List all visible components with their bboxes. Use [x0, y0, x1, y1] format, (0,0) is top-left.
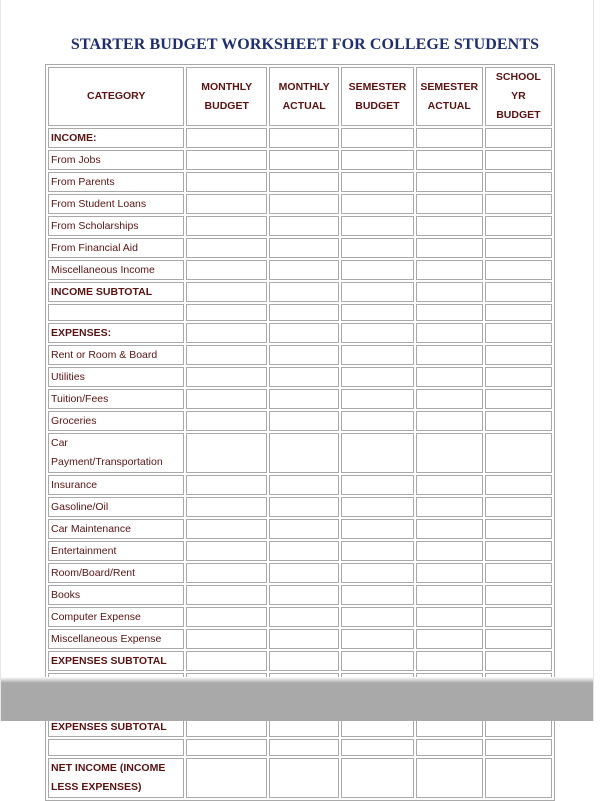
semester-budget-cell[interactable]	[341, 541, 413, 561]
semester-budget-cell[interactable]	[341, 260, 413, 280]
school-yr-budget-cell[interactable]	[485, 739, 552, 756]
header-semester-actual-line2: ACTUAL	[427, 99, 471, 112]
monthly-budget-cell[interactable]	[186, 260, 267, 280]
monthly-actual-cell[interactable]	[269, 216, 339, 236]
semester-actual-cell[interactable]	[416, 739, 483, 756]
semester-actual-cell[interactable]	[416, 260, 483, 280]
semester-budget-cell[interactable]	[341, 216, 413, 236]
table-row	[48, 541, 552, 561]
header-semester-budget-line2: BUDGET	[355, 99, 400, 112]
row-category-label: INCOME:	[48, 128, 184, 148]
table-row	[48, 739, 552, 756]
monthly-actual-cell[interactable]	[269, 497, 339, 517]
monthly-actual-cell[interactable]	[269, 345, 339, 365]
row-category-label: NET INCOME (INCOME LESS EXPENSES)	[48, 758, 184, 798]
semester-actual-cell[interactable]	[416, 563, 483, 583]
school-yr-budget-cell[interactable]	[485, 519, 552, 539]
row-category-label: From Jobs	[48, 150, 184, 170]
monthly-actual-cell[interactable]	[269, 563, 339, 583]
monthly-budget-cell[interactable]	[186, 497, 267, 517]
semester-budget-cell[interactable]	[341, 497, 413, 517]
table-row	[48, 150, 552, 170]
row-category-label: Gasoline/Oil	[48, 497, 184, 517]
monthly-actual-cell[interactable]	[269, 128, 339, 148]
table-row	[48, 323, 552, 343]
semester-actual-cell[interactable]	[416, 282, 483, 302]
header-school-yr-budget-line1: SCHOOL YR	[495, 71, 541, 102]
row-category-label: Miscellaneous Income	[48, 260, 184, 280]
header-school-yr-budget-line2: BUDGET	[496, 109, 541, 121]
monthly-budget-cell[interactable]	[186, 128, 267, 148]
row-category-label: From Parents	[48, 172, 184, 192]
semester-actual-cell[interactable]	[416, 367, 483, 387]
row-category-label: EXPENSES SUBTOTAL	[48, 717, 184, 737]
semester-actual-cell[interactable]	[416, 433, 483, 473]
semester-budget-cell[interactable]	[341, 607, 413, 627]
monthly-budget-cell[interactable]	[186, 323, 267, 343]
header-monthly-budget	[186, 67, 267, 126]
row-category-label: Insurance	[48, 475, 184, 495]
monthly-budget-cell[interactable]	[186, 238, 267, 258]
school-yr-budget-cell[interactable]	[485, 607, 552, 627]
header-semester-actual-line1: SEMESTER	[420, 80, 479, 93]
header-row	[48, 67, 552, 126]
school-yr-budget-cell[interactable]	[485, 585, 552, 605]
page-title: STARTER BUDGET WORKSHEET FOR COLLEGE STUDENTS	[70, 36, 540, 53]
monthly-actual-cell[interactable]	[269, 411, 339, 431]
table-row	[48, 519, 552, 539]
semester-budget-cell[interactable]	[341, 150, 413, 170]
table-row	[48, 629, 552, 649]
table-row	[48, 172, 552, 192]
monthly-budget-cell[interactable]	[186, 651, 267, 671]
monthly-budget-cell[interactable]	[186, 585, 267, 605]
semester-actual-cell[interactable]	[416, 475, 483, 495]
row-category-label: EXPENSES SUBTOTAL	[48, 651, 184, 671]
table-row	[48, 345, 552, 365]
semester-budget-cell[interactable]	[341, 475, 413, 495]
semester-actual-cell[interactable]	[416, 607, 483, 627]
semester-actual-cell[interactable]	[416, 411, 483, 431]
semester-actual-cell[interactable]	[416, 519, 483, 539]
semester-actual-cell[interactable]	[416, 194, 483, 214]
monthly-budget-cell[interactable]	[186, 345, 267, 365]
header-school-yr-budget	[485, 67, 552, 126]
row-category-label: From Financial Aid	[48, 238, 184, 258]
monthly-budget-cell[interactable]	[186, 282, 267, 302]
semester-budget-cell[interactable]	[341, 563, 413, 583]
school-yr-budget-cell[interactable]	[485, 629, 552, 649]
row-category-label: Miscellaneous Expense	[48, 629, 184, 649]
row-category-label: From Student Loans	[48, 194, 184, 214]
monthly-actual-cell[interactable]	[269, 304, 339, 321]
table-row	[48, 128, 552, 148]
school-yr-budget-cell[interactable]	[485, 345, 552, 365]
semester-actual-cell[interactable]	[416, 128, 483, 148]
row-category-label: Car Maintenance	[48, 519, 184, 539]
table-row	[48, 194, 552, 214]
semester-actual-cell[interactable]	[416, 216, 483, 236]
school-yr-budget-cell[interactable]	[485, 150, 552, 170]
monthly-budget-cell[interactable]	[186, 172, 267, 192]
monthly-actual-cell[interactable]	[269, 607, 339, 627]
table-row	[48, 758, 552, 798]
monthly-budget-cell[interactable]	[186, 216, 267, 236]
header-monthly-actual-line1: MONTHLY	[278, 80, 330, 93]
semester-actual-cell[interactable]	[416, 345, 483, 365]
monthly-actual-cell[interactable]	[269, 389, 339, 409]
row-category-label	[48, 304, 184, 321]
row-category-label: Books	[48, 585, 184, 605]
row-category-label: EXPENSES:	[48, 323, 184, 343]
table-row	[48, 260, 552, 280]
monthly-budget-cell[interactable]	[186, 563, 267, 583]
semester-actual-cell[interactable]	[416, 629, 483, 649]
school-yr-budget-cell[interactable]	[485, 651, 552, 671]
monthly-actual-cell[interactable]	[269, 519, 339, 539]
table-row	[48, 389, 552, 409]
monthly-actual-cell[interactable]	[269, 629, 339, 649]
school-yr-budget-cell[interactable]	[485, 238, 552, 258]
semester-budget-cell[interactable]	[341, 323, 413, 343]
school-yr-budget-cell[interactable]	[485, 758, 552, 798]
monthly-budget-cell[interactable]	[186, 433, 267, 473]
school-yr-budget-cell[interactable]	[485, 475, 552, 495]
monthly-budget-cell[interactable]	[186, 367, 267, 387]
semester-budget-cell[interactable]	[341, 367, 413, 387]
row-category-label: Computer Expense	[48, 607, 184, 627]
semester-budget-cell[interactable]	[341, 238, 413, 258]
semester-actual-cell[interactable]	[416, 238, 483, 258]
semester-budget-cell[interactable]	[341, 519, 413, 539]
row-category-label: Car Payment/Transportation	[48, 433, 184, 473]
row-category-label	[48, 739, 184, 756]
header-semester-actual	[416, 67, 483, 126]
monthly-budget-cell[interactable]	[186, 389, 267, 409]
school-yr-budget-cell[interactable]	[485, 433, 552, 473]
table-row	[48, 651, 552, 671]
monthly-budget-cell[interactable]	[186, 739, 267, 756]
monthly-actual-cell[interactable]	[269, 150, 339, 170]
semester-budget-cell[interactable]	[341, 739, 413, 756]
monthly-budget-cell[interactable]	[186, 541, 267, 561]
semester-actual-cell[interactable]	[416, 585, 483, 605]
semester-budget-cell[interactable]	[341, 389, 413, 409]
school-yr-budget-cell[interactable]	[485, 282, 552, 302]
monthly-actual-cell[interactable]	[269, 541, 339, 561]
semester-actual-cell[interactable]	[416, 541, 483, 561]
table-row	[48, 497, 552, 517]
table-row	[48, 475, 552, 495]
monthly-actual-cell[interactable]	[269, 651, 339, 671]
school-yr-budget-cell[interactable]	[485, 304, 552, 321]
monthly-budget-cell[interactable]	[186, 411, 267, 431]
row-category-label: Groceries	[48, 411, 184, 431]
semester-budget-cell[interactable]	[341, 585, 413, 605]
school-yr-budget-cell[interactable]	[485, 367, 552, 387]
row-category-label: Rent or Room & Board	[48, 345, 184, 365]
school-yr-budget-cell[interactable]	[485, 541, 552, 561]
monthly-budget-cell[interactable]	[186, 475, 267, 495]
school-yr-budget-cell[interactable]	[485, 563, 552, 583]
monthly-actual-cell[interactable]	[269, 585, 339, 605]
monthly-budget-cell[interactable]	[186, 304, 267, 321]
table-row	[48, 433, 552, 473]
semester-budget-cell[interactable]	[341, 282, 413, 302]
semester-budget-cell[interactable]	[341, 304, 413, 321]
semester-budget-cell[interactable]	[341, 758, 413, 798]
monthly-actual-cell[interactable]	[269, 433, 339, 473]
monthly-budget-cell[interactable]	[186, 194, 267, 214]
monthly-actual-cell[interactable]	[269, 260, 339, 280]
monthly-actual-cell[interactable]	[269, 739, 339, 756]
school-yr-budget-cell[interactable]	[485, 194, 552, 214]
header-category: CATEGORY	[48, 67, 184, 126]
semester-actual-cell[interactable]	[416, 651, 483, 671]
header-monthly-budget-line1: MONTHLY	[201, 80, 253, 93]
semester-actual-cell[interactable]	[416, 758, 483, 798]
monthly-actual-cell[interactable]	[269, 758, 339, 798]
header-semester-budget	[341, 67, 413, 126]
school-yr-budget-cell[interactable]	[485, 389, 552, 409]
semester-actual-cell[interactable]	[416, 323, 483, 343]
monthly-actual-cell[interactable]	[269, 172, 339, 192]
table-row	[48, 607, 552, 627]
semester-budget-cell[interactable]	[341, 345, 413, 365]
school-yr-budget-cell[interactable]	[485, 497, 552, 517]
row-category-label: Tuition/Fees	[48, 389, 184, 409]
semester-actual-cell[interactable]	[416, 304, 483, 321]
monthly-actual-cell[interactable]	[269, 194, 339, 214]
semester-actual-cell[interactable]	[416, 172, 483, 192]
header-monthly-actual-line2: ACTUAL	[282, 99, 326, 112]
table-row	[48, 585, 552, 605]
semester-budget-cell[interactable]	[341, 411, 413, 431]
monthly-actual-cell[interactable]	[269, 323, 339, 343]
semester-budget-cell[interactable]	[341, 194, 413, 214]
monthly-actual-cell[interactable]	[269, 367, 339, 387]
school-yr-budget-cell[interactable]	[485, 260, 552, 280]
semester-actual-cell[interactable]	[416, 497, 483, 517]
page-bottom-shadow	[1, 683, 593, 721]
monthly-actual-cell[interactable]	[269, 238, 339, 258]
row-category-label: Entertainment	[48, 541, 184, 561]
row-category-label: Utilities	[48, 367, 184, 387]
semester-budget-cell[interactable]	[341, 629, 413, 649]
semester-budget-cell[interactable]	[341, 128, 413, 148]
header-monthly-budget-line2: BUDGET	[204, 99, 249, 112]
table-row	[48, 367, 552, 387]
semester-budget-cell[interactable]	[341, 651, 413, 671]
school-yr-budget-cell[interactable]	[485, 411, 552, 431]
monthly-budget-cell[interactable]	[186, 758, 267, 798]
monthly-actual-cell[interactable]	[269, 475, 339, 495]
school-yr-budget-cell[interactable]	[485, 128, 552, 148]
semester-budget-cell[interactable]	[341, 172, 413, 192]
monthly-budget-cell[interactable]	[186, 629, 267, 649]
school-yr-budget-cell[interactable]	[485, 216, 552, 236]
monthly-budget-cell[interactable]	[186, 519, 267, 539]
table-row	[48, 282, 552, 302]
monthly-budget-cell[interactable]	[186, 607, 267, 627]
semester-budget-cell[interactable]	[341, 433, 413, 473]
table-row	[48, 216, 552, 236]
row-category-label: From Scholarships	[48, 216, 184, 236]
row-category-label: INCOME SUBTOTAL	[48, 282, 184, 302]
table-row	[48, 238, 552, 258]
school-yr-budget-cell[interactable]	[485, 172, 552, 192]
table-row	[48, 563, 552, 583]
header-monthly-actual	[269, 67, 339, 126]
monthly-budget-cell[interactable]	[186, 150, 267, 170]
header-semester-budget-line1: SEMESTER	[348, 80, 407, 93]
semester-actual-cell[interactable]	[416, 389, 483, 409]
table-row	[48, 304, 552, 321]
semester-actual-cell[interactable]	[416, 150, 483, 170]
table-row	[48, 411, 552, 431]
school-yr-budget-cell[interactable]	[485, 323, 552, 343]
monthly-actual-cell[interactable]	[269, 282, 339, 302]
row-category-label: Room/Board/Rent	[48, 563, 184, 583]
